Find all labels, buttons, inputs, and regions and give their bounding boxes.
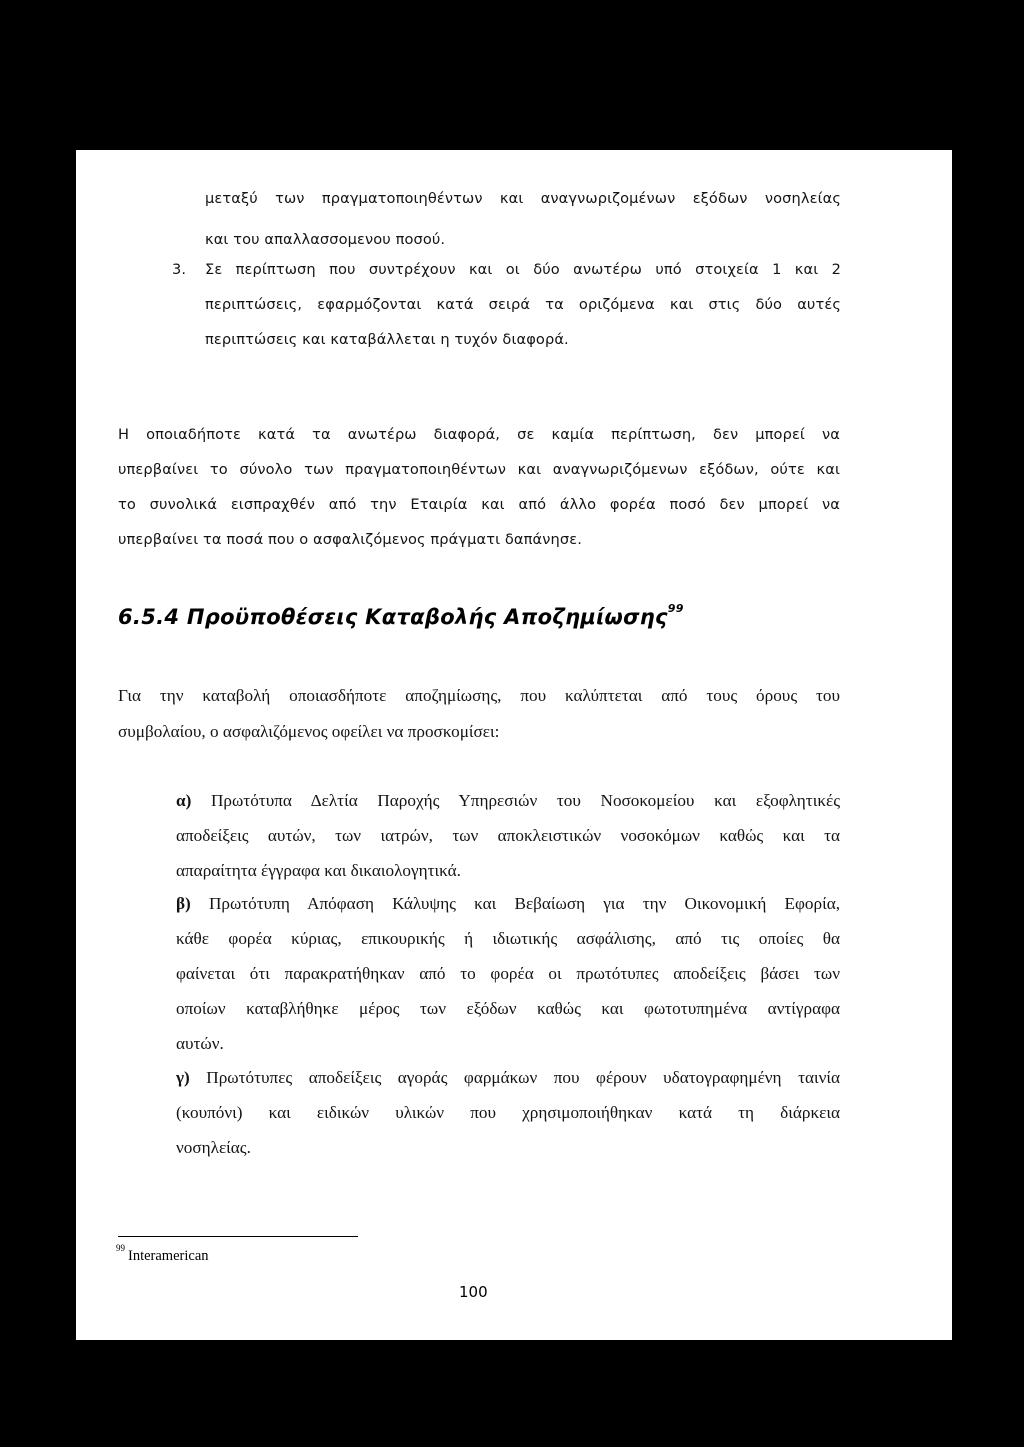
item-c-line-1-inner (176, 1068, 840, 1088)
intro-line-2: συμβολαίου, ο ασφαλιζόμενος οφείλει να προσκομίσει: (118, 722, 500, 741)
item-a-label: α) (176, 791, 192, 810)
item3-number: 3. (172, 261, 187, 278)
item-c-line-3: νοσηλείας. (176, 1138, 251, 1157)
item-b-line-3 (176, 964, 840, 984)
item-b-line-2-text: κάθε φορέα κύριας, επικουρικής ή ιδιωτικής ασφάλισης, από τις οποίες θα (176, 929, 840, 948)
item-b-line-4-text: οποίων καταβλήθηκε μέρος των εξόδων καθώς και φωτοτυπημένα αντίγραφα (176, 999, 840, 1018)
footnote-rule (118, 1236, 358, 1237)
item-a-line-1-inner (176, 791, 840, 811)
footnote-text: Interamerican (128, 1247, 209, 1264)
para-diff-line-2-text: υπερβαίνει το σύνολο των πραγματοποιηθέντων και αναγνωριζόμενων εξόδων, ούτε και (118, 461, 840, 478)
para-diff-line-1-text: Η οποιαδήποτε κατά τα ανωτέρω διαφορά, σε καμία περίπτωση, δεν μπορεί να (118, 426, 840, 443)
footnote (116, 1243, 209, 1265)
section-footnote-ref: 99 (667, 602, 684, 615)
item-a-line-3: απαραίτητα έγγραφα και δικαιολογητικά. (176, 861, 461, 880)
top-line-1 (205, 190, 841, 207)
para-diff-line-4: υπερβαίνει τα ποσά που ο ασφαλιζόμενος πράγματι δαπάνησε. (118, 531, 582, 548)
item3-line-2-text: περιπτώσεις, εφαρμόζονται κατά σειρά τα οριζόμενα και στις δύο αυτές (205, 296, 841, 313)
para-diff-line-2 (118, 461, 840, 478)
item-b-line-5: αυτών. (176, 1034, 224, 1053)
item-a-line-2-text: αποδείξεις αυτών, των ιατρών, των αποκλειστικών νοσοκόμων καθώς και τα (176, 826, 840, 845)
item-b-line-1 (176, 894, 840, 914)
section-title: Προϋποθέσεις Καταβολής Αποζημίωσης (186, 605, 668, 629)
item-c-line-1-text: Πρωτότυπες αποδείξεις αγοράς φαρμάκων που φέρουν υδατογραφημένη ταινία (206, 1068, 841, 1087)
page-number: 100 (459, 1283, 488, 1301)
item3-line-1-text: Σε περίπτωση που συντρέχουν και οι δύο ανωτέρω υπό στοιχεία 1 και 2 (205, 261, 841, 278)
item-b-line-4 (176, 999, 840, 1019)
item3-line-1 (205, 261, 841, 278)
item-c-line-2-text: (κουπόνι) και ειδικών υλικών που χρησιμοποιήθηκαν κατά τη διάρκεια (176, 1103, 840, 1122)
item-a-line-1-text: Πρωτότυπα Δελτία Παροχής Υπηρεσιών του Νοσοκομείου και εξοφλητικές (210, 791, 840, 810)
item-b-line-3-text: φαίνεται ότι παρακρατήθηκαν από το φορέα οι πρωτότυπες αποδείξεις βάσει των (176, 964, 840, 983)
para-diff-line-3 (118, 496, 840, 513)
item3-line-3: περιπτώσεις και καταβάλλεται η τυχόν διαφορά. (205, 331, 569, 348)
top-line-2: και του απαλλασσομενου ποσού. (205, 231, 446, 248)
item-a-line-1 (176, 791, 840, 811)
intro-line-1 (118, 686, 840, 706)
document-page (76, 150, 952, 1340)
section-number: 6.5.4 (118, 605, 180, 629)
section-heading (118, 602, 684, 629)
para-diff-line-3-text: το συνολικά εισπραχθέν από την Εταιρία και από άλλο φορέα ποσό δεν μπορεί να (118, 496, 840, 513)
footnote-number: 99 (116, 1243, 125, 1253)
item-b-line-2 (176, 929, 840, 949)
item-b-line-1-text: Πρωτότυπη Απόφαση Κάλυψης και Βεβαίωση για την Οικονομική Εφορία, (208, 894, 840, 913)
para-diff-line-1 (118, 426, 840, 443)
item-c-line-2 (176, 1103, 840, 1123)
intro-line-1-text: Για την καταβολή οποιασδήποτε αποζημίωσης, που καλύπτεται από τους όρους του (118, 686, 840, 705)
top-line-1-text: μεταξύ των πραγματοποιηθέντων και αναγνωριζομένων εξόδων νοσηλείας (205, 190, 841, 207)
item-c-line-1 (176, 1068, 840, 1088)
item-b-line-1-inner (176, 894, 840, 914)
item-b-label: β) (176, 894, 191, 913)
item-a-line-2 (176, 826, 840, 846)
item-c-label: γ) (176, 1068, 190, 1087)
item3-line-2 (205, 296, 841, 313)
